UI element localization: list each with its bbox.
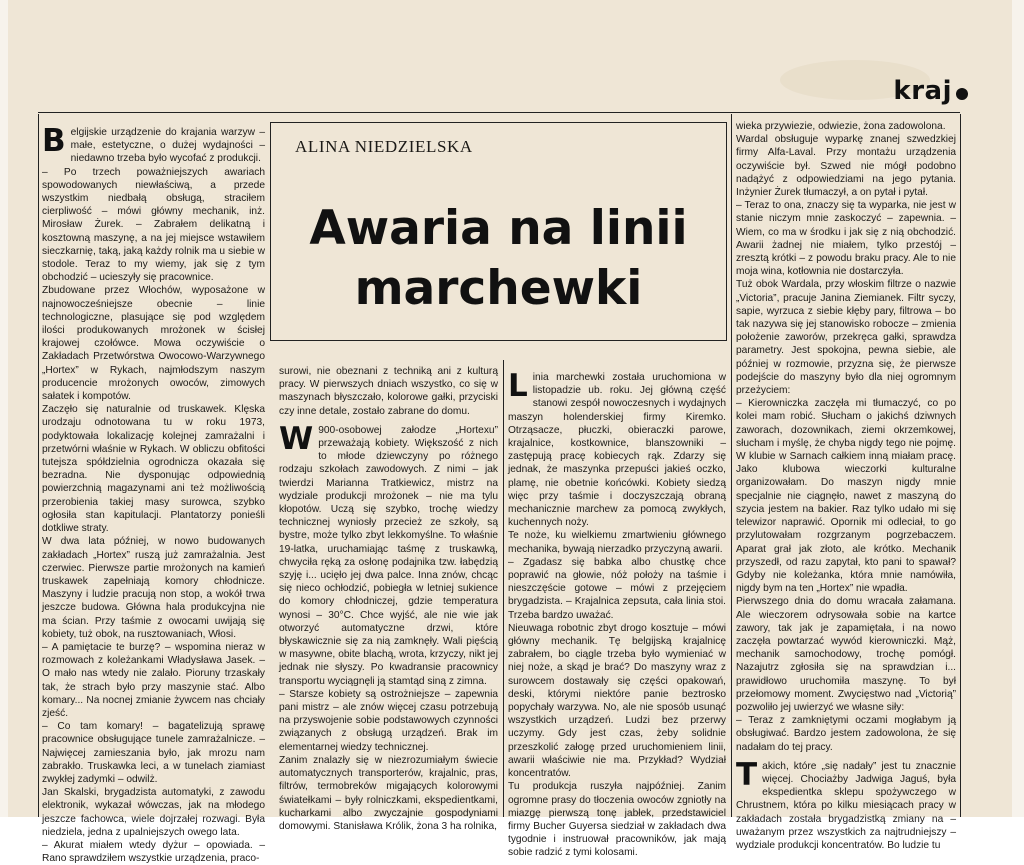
headline-box <box>270 122 727 341</box>
paragraph-text: Pierwszego dnia do domu wracała załamana. Ale wieczorem odrysowała sobie na kartce zawory, tak jak je zapamiętała, i na nowo zaczęła powtarzać wywód kierowniczki. Mąż, mechanik samochodowy, trochę pomógł. Nazajutrz zgłosiła się na sprawdzian i... prawidłowo uruchomiła maszynę. To był przełomowy moment. Zwycięstwo nad „Victorią” pozwoliło jej uwierzyć we własne siły: <box>736 596 956 713</box>
paragraph <box>42 641 265 720</box>
top-rule <box>38 112 960 113</box>
paragraph <box>279 688 498 754</box>
paragraph-text: Zbudowane przez Włochów, wyposażone w najnowocześniejsze obecnie – linie technologiczne, plasujące się pod względem ilości produkowanych mrożonek w ścisłej krajowej czołówce. Mowa oczywiście o Zakładach Przetwórstwa Owocowo-Warzywnego „Hortex” w Rykach, najmłodszym naszym producencie mrożonych owoców, zimowych sałatek i kompotów. <box>42 285 265 403</box>
paragraph-text: Tuż obok Wardala, przy włoskim filtrze o nazwie „Victoria”, pracuje Janina Ziemianek. Filtr syczy, sapie, wyrzuca z siebie kłęby pary, filtrowa – bo tak nazywa się jej stanowisko robocze – zmienia położenie zaworów, przekręca gałki, sprawdza parametry. Jest spokojna, pewna siebie, ale później w rozmowie, przyzna się, że pierwsze podejście do maszyny było dla niej ogromnym przeżyciem: <box>736 279 956 397</box>
drop-cap: B <box>42 123 66 159</box>
paragraph-text: Jan Skalski, brygadzista automatyki, z zawodu elektronik, wykazał wówczas, jak na młodego jeszcze fachowca, wiele dojrzałej rozwagi. Była niedziela, jedna z upalniejszych owego lata. <box>42 787 265 838</box>
paragraph <box>508 622 726 780</box>
paragraph-text: elgijskie urządzenie do krajania warzyw – małe, estetyczne, o dużej wydajności – niedawno trzeba było wycofać z produkcji. <box>70 127 265 165</box>
drop-cap: L <box>508 368 528 404</box>
paragraph <box>42 839 265 865</box>
paragraph-text: Tu produkcja ruszyła najpóźniej. Zanim ogromne prasy do tłoczenia owoców zgniotły na miazgę pierwszą tonę jabłek, przedstawiciel firmy Bucher Guyersa siedział w zakładach dwa tygodnie i instruował pracowników, jak mają sobie radzić z tymi kolosami. <box>508 781 726 859</box>
paragraph-text: surowi, nie obeznani z techniką ani z kulturą pracy. W pierwszych dniach wszystko, co się w maszynach błyszczało, kolorowe gałki, przyciski czy inne detale, zostało zabrane do domu. <box>279 366 498 417</box>
paragraph <box>42 123 265 166</box>
paragraph <box>42 166 265 285</box>
paragraph <box>736 595 956 714</box>
text-column-3 <box>508 365 726 859</box>
article-title <box>271 199 726 319</box>
paragraph-text: inia marchewki została uruchomiona w listopadzie ub. roku. Jej główną część stanowi zespół nowoczesnych i wydajnych maszyn holenderskiej firmy Kiremko. Otrząsacze, płuczki, obieraczki parowe, krajalnice, kostkownice, blanszowniki – zastępują pracę kobiecych rąk. Zdarzy się jednak, że maszynka przepuści jakieś oczko, plamę, nie obetnie końcówki. Kobiety siedzą więc przy taśmie i doczyszczają obraną mechanicznie marchew za pomocą zwykłych, kuchennych noży. <box>508 372 726 529</box>
paragraph <box>279 420 498 688</box>
paragraph <box>42 720 265 786</box>
paragraph <box>736 714 956 754</box>
title-line: Awaria na linii <box>309 201 688 256</box>
paragraph <box>42 403 265 535</box>
column-rule <box>731 114 732 817</box>
paragraph <box>736 397 956 595</box>
paragraph <box>736 756 956 852</box>
paragraph-text: Te noże, ku wielkiemu zmartwieniu głównego mechanika, bywają nierzadko przyczyną awarii. <box>508 530 726 555</box>
paragraph <box>279 754 498 833</box>
paragraph-text: – A pamiętacie te burzę? – wspomina nieraz w rozmowach z koleżankami Władysława Jasek. – O mało nas wtedy nie zalało. Pioruny trzaskały tak, że strach było przy maszynie stać. Albo komary... Na nocnej zmianie żywcem nas chciały zjeść. <box>42 641 265 719</box>
text-column-1 <box>42 120 265 865</box>
column-rule <box>503 360 504 817</box>
section-bullet-icon <box>956 88 968 100</box>
scan-margin-left <box>0 0 8 817</box>
paragraph <box>508 368 726 529</box>
paragraph-text: – Starsze kobiety są ostrożniejsze – zapewnia pani mistrz – ale znów więcej czasu potrzebują na przyswojenie sobie podstawowych czynności związanych z obsługą urządzeń. Brak im elementarnej wiedzy technicznej. <box>279 688 498 753</box>
author-byline: ALINA NIEDZIELSKA <box>295 137 473 156</box>
paragraph-text: Nieuwaga robotnic zbyt drogo kosztuje – mówi główny mechanik. Tę belgijską krajalnicę zabrałem, bo ciągle trzeba było wymieniać w niej noże, a skąd je brać? Do maszyny wraz z surowcem dostawały się części opakowań, deski, którymi niektóre panie beztrosko popychały warzywa. No, ale nie sposób usunąć wszystkich urządzeń. Ludzi bez przerwy uczymy. Gdy jest czas, żeby solidnie przeszkolić załogę przed uruchomieniem linii, awarii właściwie nie ma. Przykład? Wydział koncentratów. <box>508 622 726 780</box>
paragraph-text: Wardal obsługuje wyparkę znanej szwedzkiej firmy Alfa-Laval. Przy montażu urządzenia oczywiście był. Szwed nie mógł podobno nadążyć z odpowiedziami na jego pytania. Inżynier Żurek tłumaczył, a on pytał i pytał. <box>736 134 956 199</box>
paragraph-text: 900-osobowej załodze „Hortexu” przeważają kobiety. Większość z nich to młode dziewczyny po różnego rodzaju szkołach zawodowych. Z nimi – jak twierdzi Marianna Tratkiewicz, mistrz na wydziale produkcji mrożonek – nie ma tylu kłopotów. Uczą się szybko, trochę wiedzy technicznej wyniosły przecież ze szkoły, są bystre, może tylko zbyt lekkomyślne. To właśnie 19-latka, uruchamiając taśmę z truskawką, chwyciła ręką za osłonę podajnika tzw. łabędzią szyję i... ucięło jej dwa palce. Inna znów, chcąc się nieco ochłodzić, pobiegła w letniej sukience do komory chłodniczej, gdzie temperatura wynosi – 30°C. Chce wyjść, ale nie wie jak otworzyć automatyczne drzwi, które błyskawicznie się za nią zamknęły. Wali pięścią w masywne, obite blachą, wrota, krzyczy, nikt jej jednak nie słyszy. Po kwadransie pracownicy transportu wyciągnęli ją stamtąd siną z zimna. <box>279 424 498 687</box>
paragraph-text: – Akurat miałem wtedy dyżur – opowiada. – Rano sprawdziłem wszystkie urządzenia, praco- <box>42 839 265 865</box>
paragraph-text: – Kierowniczka zaczęła mi tłumaczyć, co po kolei mam robić. Słucham o jakichś dziwnych zaworach, dozownikach, ziemi okrzemkowej, słucham i myślę, że chyba nigdy tego nie pojmę. W klubie w Sarnach całkiem inną miałam pracę. Jako klubowa wieczorki kulturalne organizowałam. Do maszyn nigdy mnie specjalnie nie ciągnęło, nawet z maszyną do szycia jestem na bakier. Raz tylko udało mi się telewizor naprawić. Opornik mi odleciał, to go przylutowałam rozgrzanym pogrzebaczem. Aparat grał jak złoto, ale krótko. Mechanik przyszedł, od razu zapytał, kto pani to spawał? Gdyby nie koleżanka, która mnie namówiła, nigdy bym na ten „Hortex” nie wpadła. <box>736 398 956 595</box>
paragraph-text: Zaczęło się naturalnie od truskawek. Klęska urodzaju odnotowana tu w roku 1973, podyktowała lokalizację kolejnej zamrażalni i przetwórni właśnie w Rykach. W obliczu obfitości tutejsza spółdzielnia ogrodnicza okazała się bezradna. Nie dysponując odpowiednią powierzchnią magazynami ani też możliwością przerobienia takiej masy surowca, szybko ogłosiła stan kapitulacji. Plantatorzy ponieśli dotkliwe straty. <box>42 404 265 535</box>
paragraph <box>42 284 265 403</box>
paragraph-text: W dwa lata później, w nowo budowanych zakładach „Hortex” ruszą już zamrażalnia. Jest czerwiec. Pierwsze partie mrożonych na kamień truskawek zapełniają komory chłodnicze. Maszyny i ludzie pracują non stop, a wokół trwa jeszcze budowa. Główna hala produkcyjna nie ma ścian. Przy taśmie z owocami uwijają się kobiety, tuż obok, na rusztowaniach, Włosi. <box>42 536 265 640</box>
scan-margin-right <box>1012 0 1024 817</box>
column-rule <box>38 114 39 817</box>
column-rule <box>960 114 961 817</box>
text-column-4 <box>736 120 956 851</box>
drop-cap: W <box>279 420 314 457</box>
paragraph-text: – Po trzech poważniejszych awariach spowodowanych niewłaściwą, a przede wszystkim niedbałą obsługą, straciłem cierpliwość – mówi główny mechanik, inż. Mirosław Żurek. – Zabrałem delikatną i kosztowną maszynę, a na jej miejsce wstawiłem sieczkarnię, taką, jaką każdy rolnik ma u siebie w stodole. Teraz to my wiemy, jak się z tym obchodzić – ucieszyły się pracownice. <box>42 166 265 284</box>
paragraph-text: wieka przywiezie, odwiezie, żona zadowolona. <box>736 121 946 132</box>
text-column-2 <box>279 365 498 832</box>
paragraph <box>508 780 726 859</box>
drop-cap: T <box>736 756 758 793</box>
paragraph <box>508 529 726 555</box>
paragraph <box>508 556 726 622</box>
section-label: kraj <box>893 76 952 106</box>
paragraph <box>736 120 956 133</box>
paragraph-text: Zanim znalazły się w niezrozumiałym świecie automatycznych transporterów, krajalnic, pras, filtrów, termobreków migających kolorowymi światełkami – były rolniczkami, ekspedientkami, kucharkami albo zwyczajnie gospodyniami domowymi. Stanisława Królik, żona 3 ha rolnika, <box>279 754 498 832</box>
paragraph-text: – Teraz to ona, znaczy się ta wyparka, nie jest w stanie niczym mnie zaskoczyć – zapewnia. – Wiem, co ma w środku i jak się z nią obchodzić. Awarii żadnej nie miałem, tylko przestój – zresztą krótki – z powodu braku pracy. Ale to nie moja wina, kotłownia nie dostarczyła. <box>736 200 956 278</box>
paragraph <box>42 535 265 641</box>
paragraph-text: – Teraz z zamkniętymi oczami mogłabym ją obsługiwać. Bardzo jestem zadowolona, że się nadałam do tej pracy. <box>736 715 956 753</box>
paragraph <box>279 365 498 418</box>
paragraph <box>736 199 956 278</box>
paragraph <box>42 786 265 839</box>
title-line: marchewki <box>354 261 643 316</box>
paragraph-text: akich, które „się nadały” jest tu znacznie więcej. Chociażby Jadwiga Jaguś, była ekspedientka sklepu spożywczego w Chrustnem, która po kilku miesiącach pracy w zakładach została brygadzistką zmiany na – uważanym przez wszystkich za najtrudniejszy – wydziale produkcji koncentratów. Bo ludzie tu <box>736 760 956 851</box>
paragraph-text: – Zgadasz się babka albo chustkę chce poprawić na głowie, nóż położy na taśmie i nieszczęście gotowe – mówi z przejęciem brygadzista. – Krajalnica zepsuta, cała linia stoi. Trzeba bardzo uważać. <box>508 556 726 621</box>
paragraph <box>736 278 956 397</box>
paragraph-text: – Co tam komary! – bagatelizują sprawę pracownice obsługujące tunele zamrażalnicze. – Najwięcej zamieszania było, jak mrozu nam zabrakło. Truskawka leci, a w tunelach ziamiast zwykłej zadymki – odwilż. <box>42 721 265 785</box>
paragraph <box>736 133 956 199</box>
